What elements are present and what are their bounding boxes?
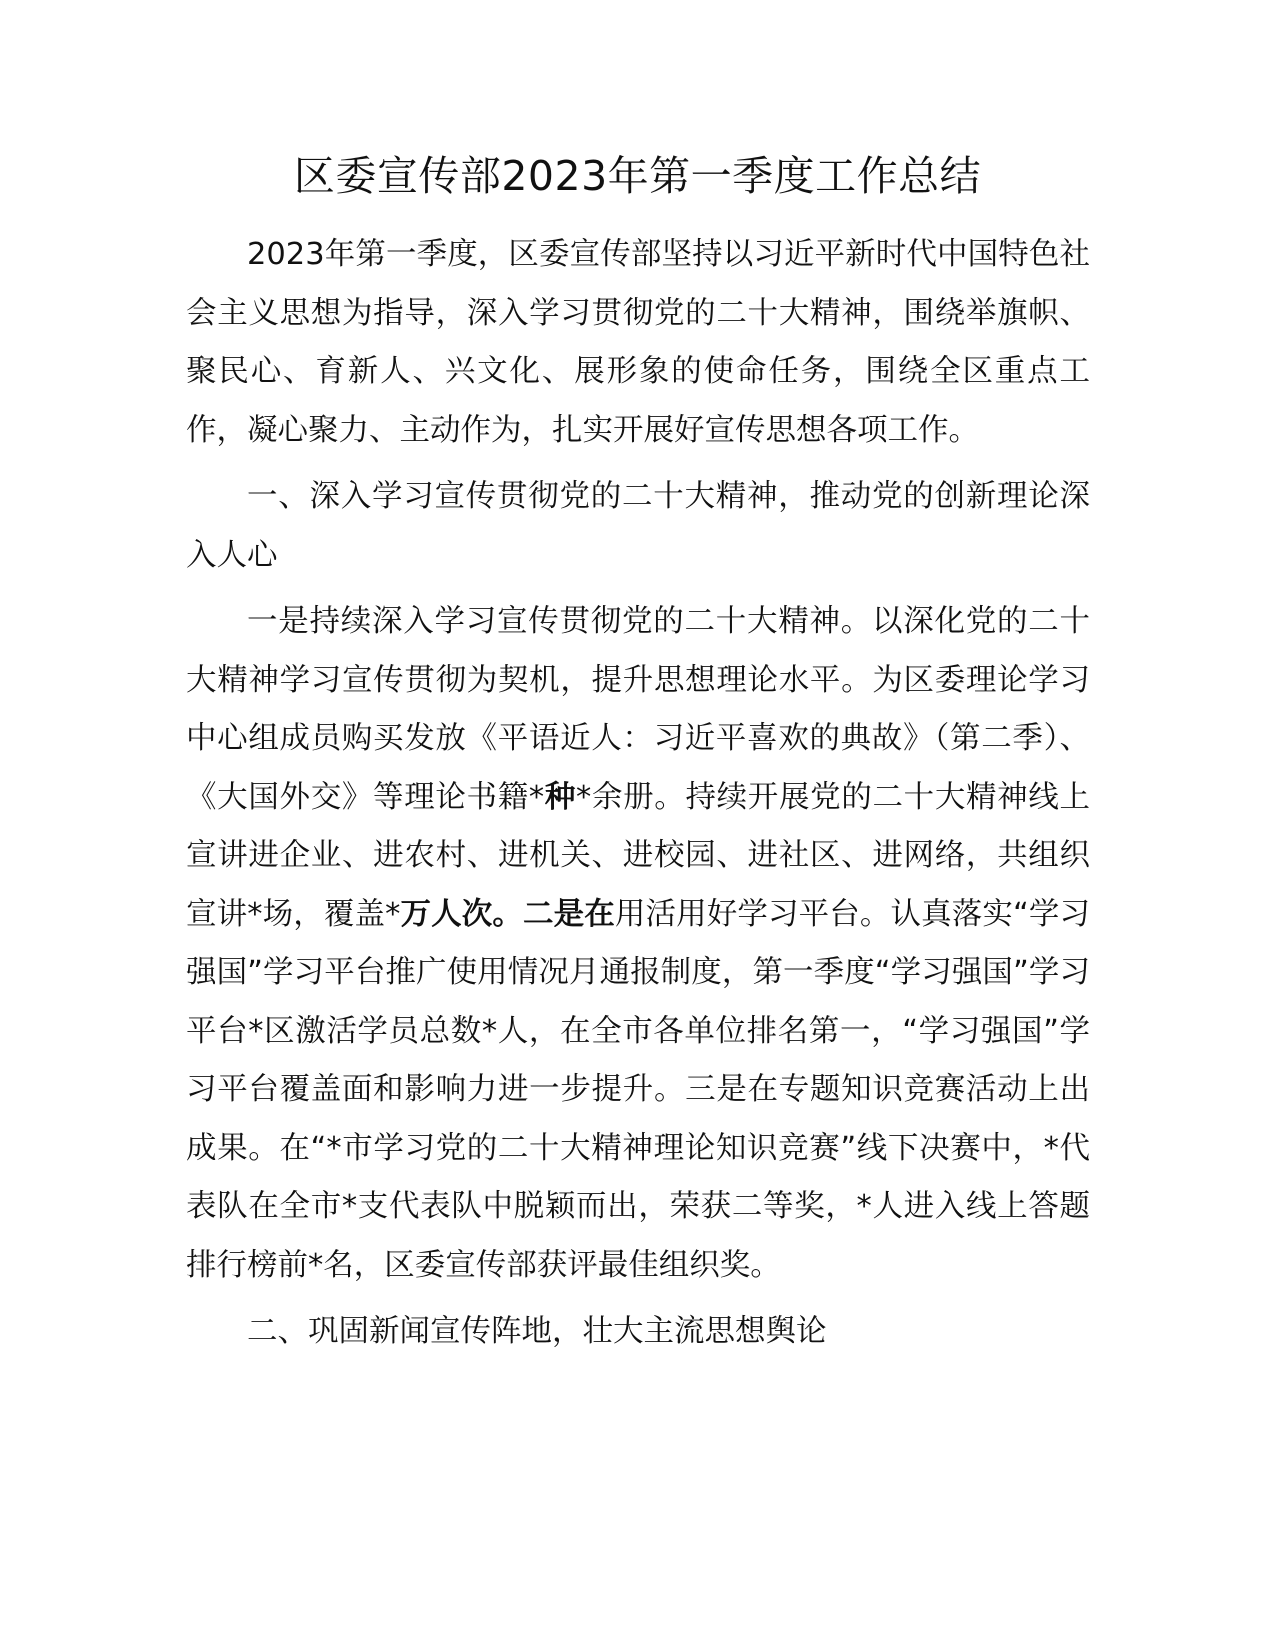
section-1-text-part-2: *余册。持续开展党的二十大精神线上宣讲进企业、进农村、进机关、进校园、进社区、进网络，共组织宣讲*场，覆盖* <box>186 779 1091 932</box>
document-body <box>186 226 1090 1370</box>
section-1-heading: 一、深入学习宣传贯彻党的二十大精神，推动党的创新理论深入人心 <box>186 479 1090 573</box>
section-1-paragraph <box>186 593 1090 1295</box>
section-2-heading: 二、巩固新闻宣传阵地，壮大主流思想舆论 <box>247 1314 827 1349</box>
section-1-bold-text-1: 种 <box>544 779 577 815</box>
intro-paragraph: 2023年第一季度，区委宣传部坚持以习近平新时代中国特色社会主义思想为指导，深入学习贯彻党的二十大精神，围绕举旗帜、聚民心、育新人、兴文化、展形象的使命任务，围绕全区重点工作，凝心聚力、主动作为，扎实开展好宣传思想各项工作。 <box>186 237 1090 448</box>
document-title: 区委宣传部2023年第一季度工作总结 <box>293 152 982 200</box>
section-1-bold-text-2: 万人次。二是在 <box>400 896 615 932</box>
section-1-text-part-3: 用活用好学习平台。认真落实“学习强国”学习平台推广使用情况月通报制度，第一季度“学习强国”学习平台*区激活学员总数*人，在全市各单位排名第一，“学习强国”学习平台覆盖面和影响力进一步提升。三是在专题知识竞赛活动上出成果。在“*市学习党的二十大精神理论知识竞赛”线下决赛中，*代表队在全市*支代表队中脱颖而出，荣获二等奖，*人进入线上答题排行榜前*名，区委宣传部获评最佳组织奖。 <box>186 896 1091 1283</box>
section-1-text-part-1: 一是持续深入学习宣传贯彻党的二十大精神。以深化党的二十大精神学习宣传贯彻为契机，提升思想理论水平。为区委理论学习中心组成员购买发放《平语近人：习近平喜欢的典故》（第二季）、《大国外交》等理论书籍* <box>186 604 1090 815</box>
